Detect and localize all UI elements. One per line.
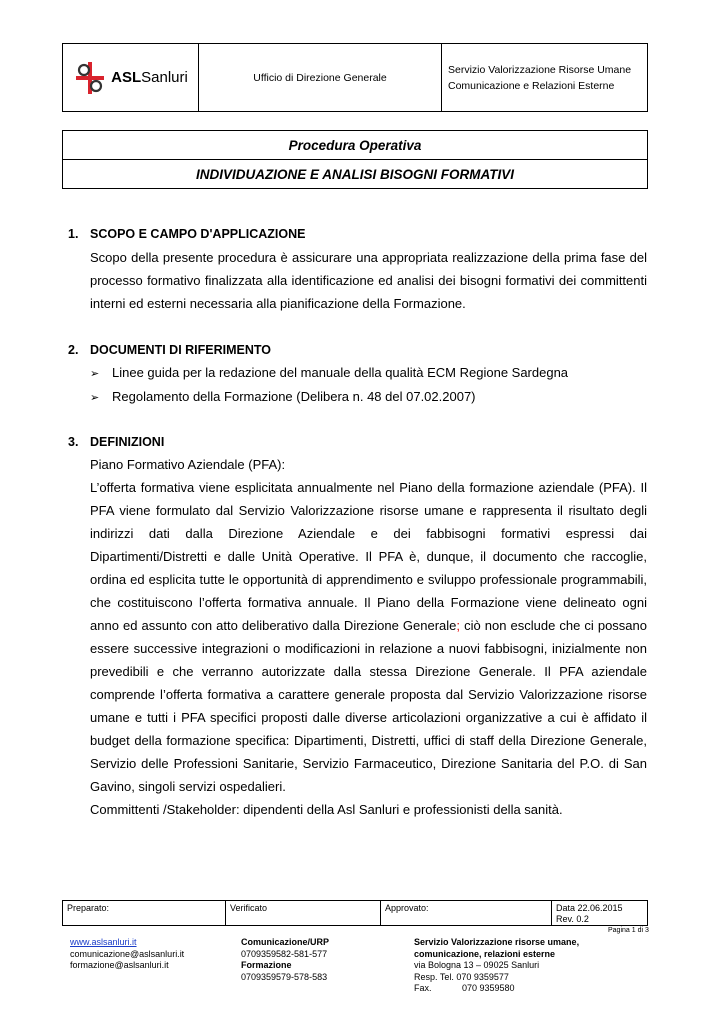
- header-service: [442, 44, 647, 111]
- header-office: Ufficio di Direzione Generale: [199, 44, 442, 111]
- section-2-heading: 2. DOCUMENTI DI RIFERIMENTO: [68, 343, 272, 357]
- section-3-text: [90, 453, 647, 821]
- definition-title: Piano Formativo Aziendale (PFA):: [90, 457, 286, 472]
- title-type: Procedura Operativa: [288, 137, 422, 153]
- email-comunicazione: comunicazione@aslsanluri.it: [70, 948, 185, 959]
- list-item: ➢ Linee guida per la redazione del manuale della qualità ECM Regione Sardegna: [90, 361, 568, 386]
- asl-logo-icon: [73, 60, 107, 96]
- footer-contacts-col1: [70, 937, 184, 972]
- stakeholder-text: Committenti /Stakeholder: dipendenti della Asl Sanluri e professionisti della sanità.: [90, 802, 563, 817]
- service-address: via Bologna 13 – 09025 Sanluri: [414, 960, 540, 970]
- header-service-line2: Comunicazione e Relazioni Esterne: [448, 79, 615, 92]
- footer-contacts-col2: [241, 937, 329, 983]
- page-number: Pagina 1 di 3: [608, 927, 649, 934]
- approved-cell: Approvato:: [381, 901, 552, 925]
- date-text: Data 22.06.2015: [556, 903, 623, 913]
- date-rev-cell: [552, 901, 647, 925]
- logo-cell: [63, 44, 199, 111]
- formazione-phone: 0709359579-578-583: [241, 971, 328, 982]
- section-1-text: Scopo della presente procedura è assicurare una appropriata realizzazione della prima fase del processo formativo finalizzata alla identificazione ed analisi dei bisogni formativi dei committenti interni ed esterni necessaria alla pianificazione della Formazione.: [90, 250, 647, 311]
- urp-phone: 0709359582-581-577: [241, 948, 328, 959]
- verified-cell: Verificato: [226, 901, 381, 925]
- email-formazione: formazione@aslsanluri.it: [70, 960, 169, 970]
- title-box: [62, 130, 648, 189]
- definition-body: L’offerta formativa viene esplicitata annualmente nel Piano della formazione aziendale (PFA). Il PFA viene formulato dal Servizio Valorizzazione risorse umane e rappresenta il risultato degli indirizzi dati dalla Direzione Aziendale e dei fabbisogni formativi espressi dai Dipartimenti/Distretti e dalle Unità Operative. Il PFA è, dunque, il documento che raccoglie, ordina ed esplicita tutte le opportunità di apprendimento e sviluppo professionale programmabili, che costituiscono l’offerta formativa annuale. Il Piano della Formazione viene delineato ogni anno ed assunto con atto deliberativo dalla Direzione Generale; ciò non esclude che ci possano essere successive integrazioni o modificazioni in relazione a nuovi fabbisogni, inizialmente non prevedibili e che verranno autorizzate dalla stessa Direzione Generale. Il PFA aziendale comprende l’offerta formativa a carattere generale proposta dal Servizio Valorizzazione risorse umane e tutti i PFA specifici proposti dalle diverse articolazioni organizzative a cui è affidato il budget della formazione specifica: Dipartimenti, Distretti, uffici di staff della Direzione Generale, Servizio delle Professioni Sanitarie, Servizio Farmaceutico, Direzione Sanitaria del P.O. di San Gavino, singoli servizi ospedalieri.: [90, 480, 647, 794]
- footer-contacts-col3: [414, 937, 579, 995]
- list-item: ➢ Regolamento della Formazione (Delibera n. 48 del 07.02.2007): [90, 385, 476, 410]
- approval-table: [62, 900, 648, 926]
- logo-wordmark: ASLSanluri: [111, 69, 188, 86]
- service-fax: Fax. 070 9359580: [414, 983, 515, 993]
- section-1-heading: 1. SCOPO E CAMPO D'APPLICAZIONE: [68, 227, 306, 241]
- service-name-line2: comunicazione, relazioni esterne: [414, 948, 556, 959]
- header-service-line1: Servizio Valorizzazione Risorse Umane: [448, 63, 632, 76]
- urp-title: Comunicazione/URP: [241, 937, 330, 947]
- title-main: INDIVIDUAZIONE E ANALISI BISOGNI FORMATIVI: [63, 159, 647, 189]
- arrow-bullet-icon: ➢: [90, 368, 100, 380]
- rev-text: Rev. 0.2: [556, 914, 589, 924]
- service-name-line1: Servizio Valorizzazione risorse umane,: [414, 937, 580, 947]
- formazione-title: Formazione: [241, 960, 292, 970]
- website-link[interactable]: www.aslsanluri.it: [70, 937, 137, 947]
- arrow-bullet-icon: ➢: [90, 392, 100, 404]
- section-3-heading: 3. DEFINIZIONI: [68, 435, 165, 449]
- service-tel: Resp. Tel. 070 9359577: [414, 971, 509, 982]
- document-header: [62, 43, 648, 112]
- prepared-cell: Preparato:: [63, 901, 226, 925]
